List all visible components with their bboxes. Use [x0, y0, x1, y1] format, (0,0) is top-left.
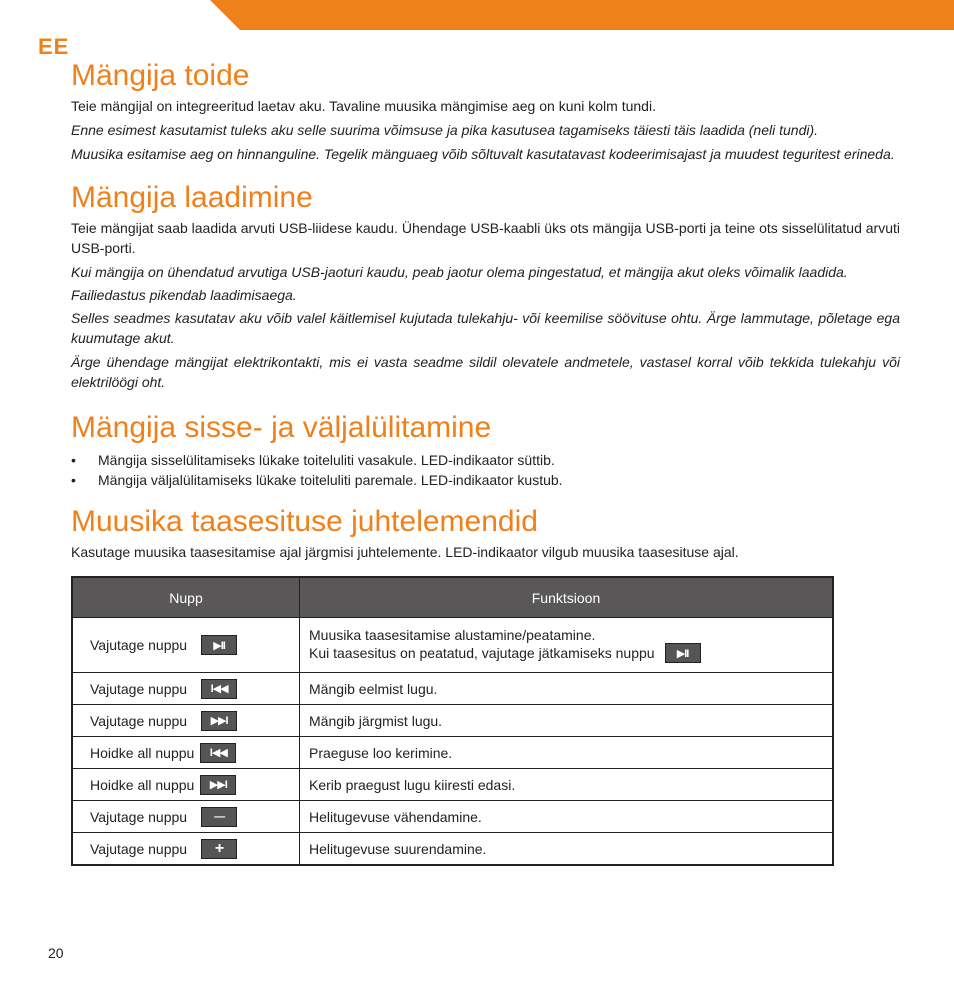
- language-code: EE: [38, 34, 70, 59]
- action-label: Vajutage nuppu: [90, 840, 188, 857]
- previous-icon: I◀◀: [201, 679, 237, 699]
- table-row: [72, 673, 833, 705]
- table-row: [72, 737, 833, 769]
- paragraph-italic: Muusika esitamise aeg on hinnanguline. Tegelik mänguaeg võib sõltuvalt kasutatavast kodeerimisajast ja muudest teguritest erineda.: [71, 146, 895, 162]
- function-text: Kerib praegust lugu kiiresti edasi.: [300, 769, 834, 801]
- plus-icon: +: [201, 839, 237, 859]
- list-item: • Mängija sisselülitamiseks lükake toiteluliti vasakule. LED-indikaator süttib.: [71, 452, 555, 468]
- function-text: Helitugevuse vähendamine.: [300, 801, 834, 833]
- function-text: Muusika taasesitamise alustamine/peatamine.: [309, 627, 596, 643]
- table-header-funktsioon: Funktsioon: [300, 577, 834, 618]
- function-text: Praeguse loo kerimine.: [300, 737, 834, 769]
- function-text: Mängib järgmist lugu.: [300, 705, 834, 737]
- action-label: Vajutage nuppu: [90, 808, 188, 825]
- section-title-laadimine: Mängija laadimine: [71, 181, 313, 214]
- action-label: Vajutage nuppu: [90, 680, 188, 697]
- bullet-glyph: •: [71, 452, 76, 468]
- minus-icon: —: [201, 807, 237, 827]
- page-number: 20: [48, 945, 64, 961]
- section-title-toide: Mängija toide: [71, 59, 250, 92]
- previous-icon: I◀◀: [200, 743, 236, 763]
- paragraph-italic: Enne esimest kasutamist tuleks aku selle suurima võimsuse ja pika kasutusea tagamiseks täiesti täis laadida (neli tundi).: [71, 122, 819, 138]
- table-row: [72, 618, 833, 673]
- function-text: Mängib eelmist lugu.: [300, 673, 834, 705]
- table-header-nupp: Nupp: [72, 577, 300, 618]
- paragraph: Teie mängijat saab laadida arvuti USB-liidese kaudu. Ühendage USB-kaabli üks ots mängija USB-porti ja teine ots sisselülitatud arvuti USB-porti.: [71, 220, 900, 256]
- paragraph-italic: Kui mängija on ühendatud arvutiga USB-jaoturi kaudu, peab jaotur olema pingestatud, et mängija akut oleks võimalik laadida.: [71, 264, 848, 280]
- paragraph-italic: Failiedastus pikendab laadimisaega.: [71, 287, 297, 303]
- paragraph-italic: Selles seadmes kasutatav aku võib valel käitlemisel kujutada tulekahju- või keemilise söövituse ohtu. Ärge lammutage, põletage ega kuumutage akut.: [71, 310, 900, 346]
- function-text: Helitugevuse suurendamine.: [300, 833, 834, 866]
- bullet-glyph: •: [71, 472, 76, 488]
- action-label: Hoidke all nuppu: [90, 744, 195, 761]
- action-label: Vajutage nuppu: [90, 712, 188, 729]
- section-title-sisse: Mängija sisse- ja väljalülitamine: [71, 411, 492, 444]
- function-text: Kui taasesitus on peatatud, vajutage jätkamiseks nuppu: [309, 645, 655, 661]
- table-row: [72, 833, 833, 866]
- section-title-taasesitus: Muusika taasesituse juhtelemendid: [71, 505, 538, 538]
- action-label: Hoidke all nuppu: [90, 776, 195, 793]
- header-accent-bar: [210, 0, 954, 30]
- bullet-list: [71, 450, 900, 490]
- next-icon: ▶▶I: [201, 711, 237, 731]
- page-content: [71, 56, 900, 866]
- paragraph: Kasutage muusika taasesitamise ajal järgmisi juhtelemente. LED-indikaator vilgub muusika taasesituse ajal.: [71, 544, 739, 560]
- play-pause-icon: ▶II: [201, 635, 237, 655]
- action-label: Vajutage nuppu: [90, 637, 188, 653]
- list-item: • Mängija väljalülitamiseks lükake toiteluliti paremale. LED-indikaator kustub.: [71, 472, 563, 488]
- play-pause-icon: ▶II: [665, 643, 701, 663]
- controls-table: [71, 576, 834, 866]
- table-row: [72, 705, 833, 737]
- table-row: [72, 769, 833, 801]
- paragraph-italic: Ärge ühendage mängijat elektrikontakti, mis ei vasta seadme sildil olevatele andmetele, vastasel korral võib tekkida tulekahju või elektrilöögi oht.: [71, 354, 900, 390]
- paragraph: Teie mängijal on integreeritud laetav aku. Tavaline muusika mängimise aeg on kuni kolm tundi.: [71, 98, 656, 114]
- next-icon: ▶▶I: [200, 775, 236, 795]
- table-row: [72, 801, 833, 833]
